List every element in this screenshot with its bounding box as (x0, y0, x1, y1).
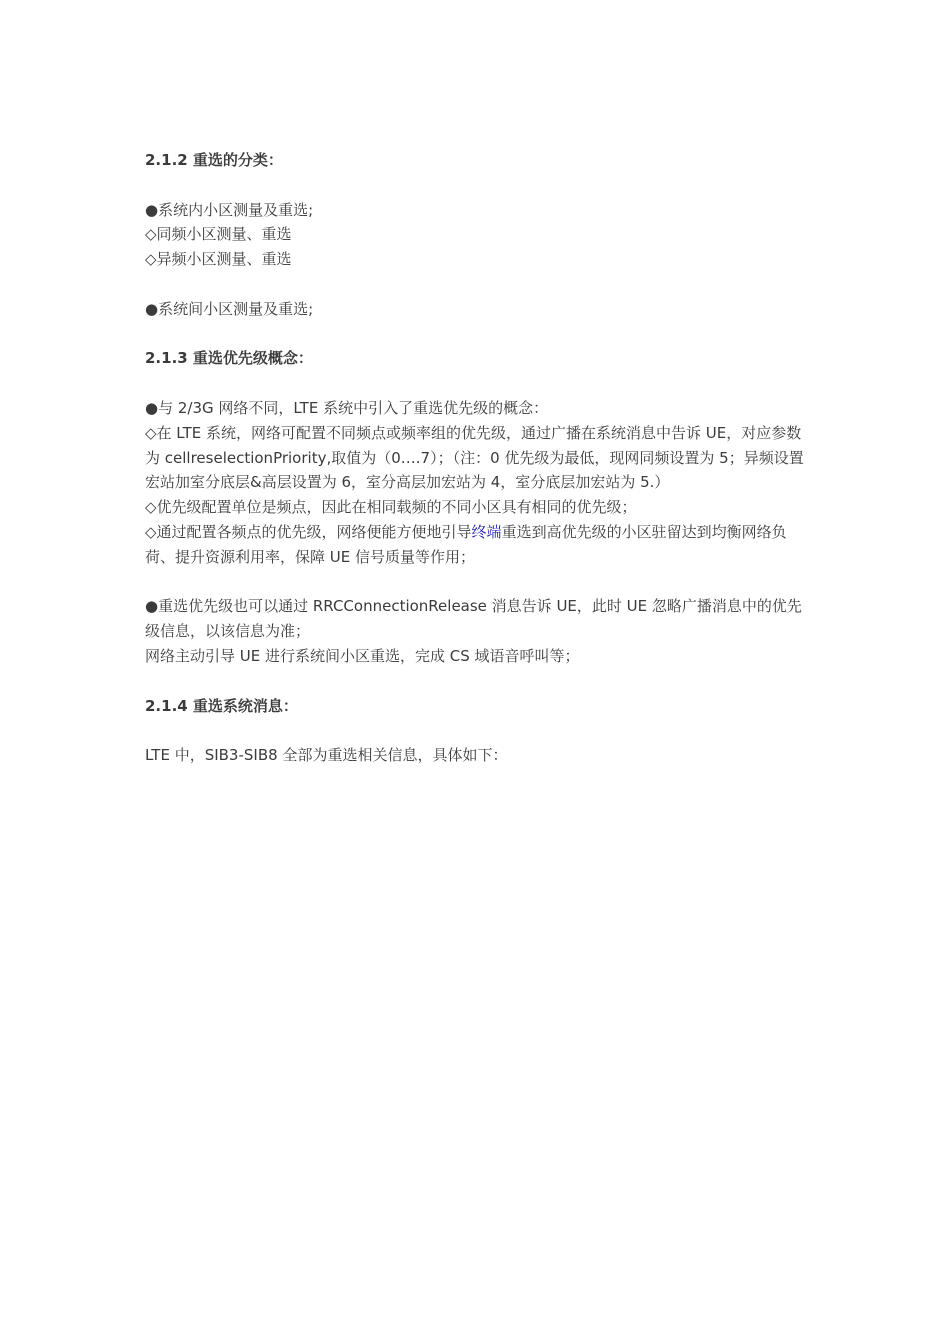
priority-intro-bullet: ●与 2/3G 网络不同，LTE 系统中引入了重选优先级的概念： (145, 398, 549, 417)
sib-intro-paragraph: LTE 中，SIB3-SIB8 全部为重选相关信息，具体如下： (145, 746, 508, 765)
section-2-1-2-heading: 2.1.2 重选的分类： (145, 151, 283, 169)
spacer (145, 173, 810, 198)
inter-system-bullet: ●系统间小区测量及重选; (145, 299, 314, 318)
intra-frequency-item: ◇同频小区测量、重选 (145, 225, 292, 244)
priority-config-item: ◇在 LTE 系统，网络可配置不同频点或频率组的优先级，通过广播在系统消息中告诉 UE，对应参数为 cellreselectionPriority,取值为（0….7）；（注：0 优先级为最低，现网同频设置为 5；异频设置宏站加室分底层&高层设置为 6，室分高层加宏站为 4，室分底层加宏站为 5.） (145, 423, 804, 492)
priority-guidance-text-start: ◇通过配置各频点的优先级，网络便能方便地引导 (145, 522, 472, 541)
cs-voice-paragraph: 网络主动引导 UE 进行系统间小区重选，完成 CS 域语音呼叫等； (145, 646, 580, 665)
spacer (145, 718, 810, 743)
section-2-1-4-heading: 2.1.4 重选系统消息： (145, 696, 298, 715)
rrc-release-bullet: ●重选优先级也可以通过 RRCConnectionRelease 消息告诉 UE，此时 UE 忽略广播消息中的优先级信息，以该信息为准； (145, 597, 802, 641)
inter-frequency-item: ◇异频小区测量、重选 (145, 250, 292, 269)
priority-unit-item: ◇优先级配置单位是频点，因此在相同载频的不同小区具有相同的优先级； (145, 498, 637, 517)
document-page (145, 148, 810, 768)
priority-guidance-text-end: 重选到高优先级的小区驻留达到均衡网络负荷、提升资源利用率，保障 UE 信号质量等作用； (145, 522, 787, 566)
priority-guidance-item (145, 520, 810, 570)
spacer (145, 669, 810, 694)
section-2-1-3-heading: 2.1.3 重选优先级概念： (145, 349, 313, 368)
spacer (145, 322, 810, 347)
spacer (145, 570, 810, 595)
spacer (145, 272, 810, 297)
intra-system-bullet: ●系统内小区测量及重选; (145, 200, 314, 219)
spacer (145, 371, 810, 396)
terminal-link[interactable]: 终端 (471, 522, 502, 541)
